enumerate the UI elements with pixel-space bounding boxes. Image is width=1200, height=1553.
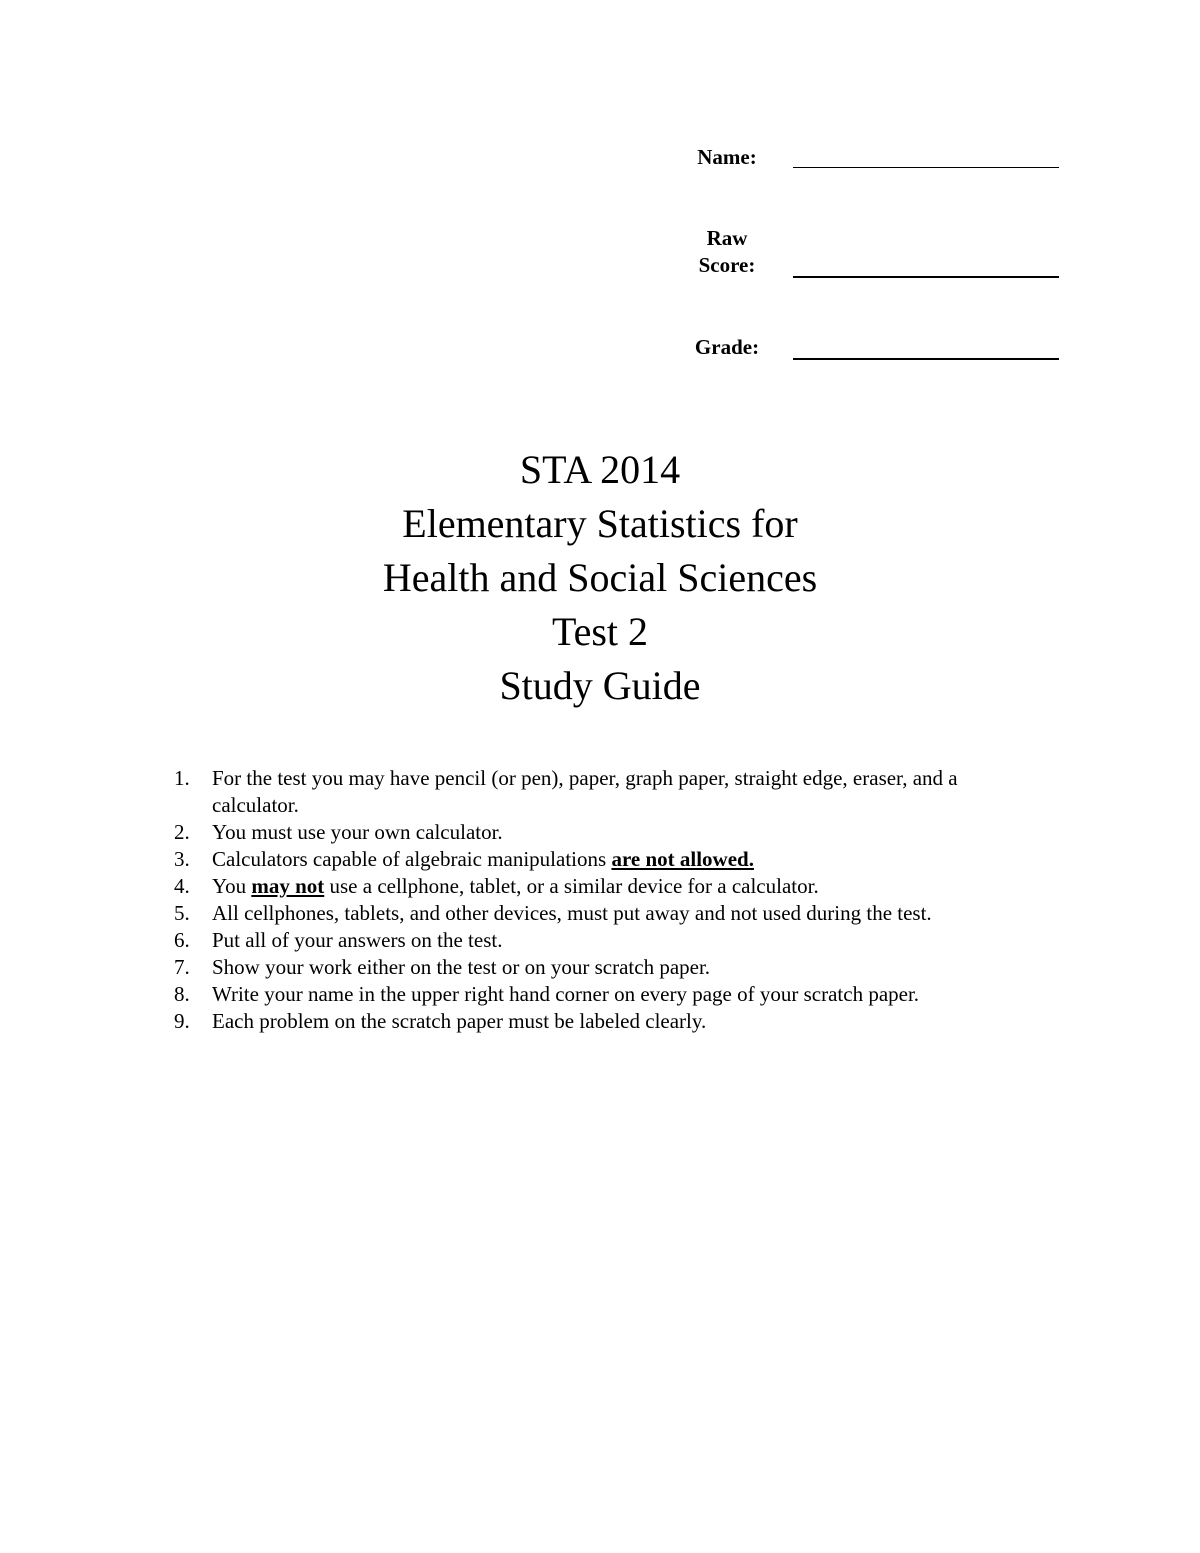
item-text-post: use a cellphone, tablet, or a similar device for a calculator. xyxy=(324,874,819,898)
list-item xyxy=(150,981,1070,1008)
raw-score-field-line xyxy=(793,276,1059,278)
emphasis-text: are not allowed. xyxy=(611,847,754,871)
list-item xyxy=(150,954,1070,981)
list-item xyxy=(150,927,1070,954)
item-text: Put all of your answers on the test. xyxy=(212,928,503,952)
emphasis-text: may not xyxy=(251,874,325,898)
course-name-line1: Elementary Statistics for xyxy=(402,501,798,546)
item-number: 9. xyxy=(174,1009,190,1033)
item-text: Write your name in the upper right hand corner on every page of your scratch paper. xyxy=(212,982,920,1006)
list-item xyxy=(150,900,1070,927)
item-number: 6. xyxy=(174,928,190,952)
test-number: Test 2 xyxy=(551,609,649,654)
list-item xyxy=(150,846,1070,873)
item-text: Show your work either on the test or on your scratch paper. xyxy=(212,955,711,979)
item-number: 2. xyxy=(174,820,190,844)
item-number: 8. xyxy=(174,982,190,1006)
title-block xyxy=(0,443,1200,713)
name-label: Name: xyxy=(697,145,757,169)
item-text: All cellphones, tablets, and other devices, must put away and not used during the test. xyxy=(212,901,932,925)
raw-score-label xyxy=(672,225,782,279)
name-field-line xyxy=(793,167,1059,168)
course-code: STA 2014 xyxy=(519,447,681,492)
course-name-line2: Health and Social Sciences xyxy=(382,555,818,600)
item-text: You must use your own calculator. xyxy=(212,820,503,844)
list-item xyxy=(150,819,1070,846)
raw-score-label-line2: Score: xyxy=(698,253,756,277)
item-text: For the test you may have pencil (or pen), paper, graph paper, straight edge, eraser, and a xyxy=(212,766,958,790)
list-item xyxy=(150,873,1070,900)
list-item xyxy=(150,765,1070,819)
item-number: 4. xyxy=(174,874,190,898)
grade-label: Grade: xyxy=(694,335,760,359)
instructions-list xyxy=(150,765,1070,1035)
item-text: Each problem on the scratch paper must be labeled clearly. xyxy=(212,1009,707,1033)
list-item xyxy=(150,1008,1070,1035)
item-text: You xyxy=(212,874,252,898)
item-number: 1. xyxy=(174,766,190,790)
item-number: 3. xyxy=(174,847,190,871)
item-number: 7. xyxy=(174,955,190,979)
item-number: 5. xyxy=(174,901,190,925)
grade-field-line xyxy=(793,358,1059,360)
item-text: Calculators capable of algebraic manipulations xyxy=(212,847,612,871)
raw-score-label-line1: Raw xyxy=(706,226,748,250)
document-type: Study Guide xyxy=(499,663,701,708)
item-text-continued: calculator. xyxy=(212,793,299,817)
